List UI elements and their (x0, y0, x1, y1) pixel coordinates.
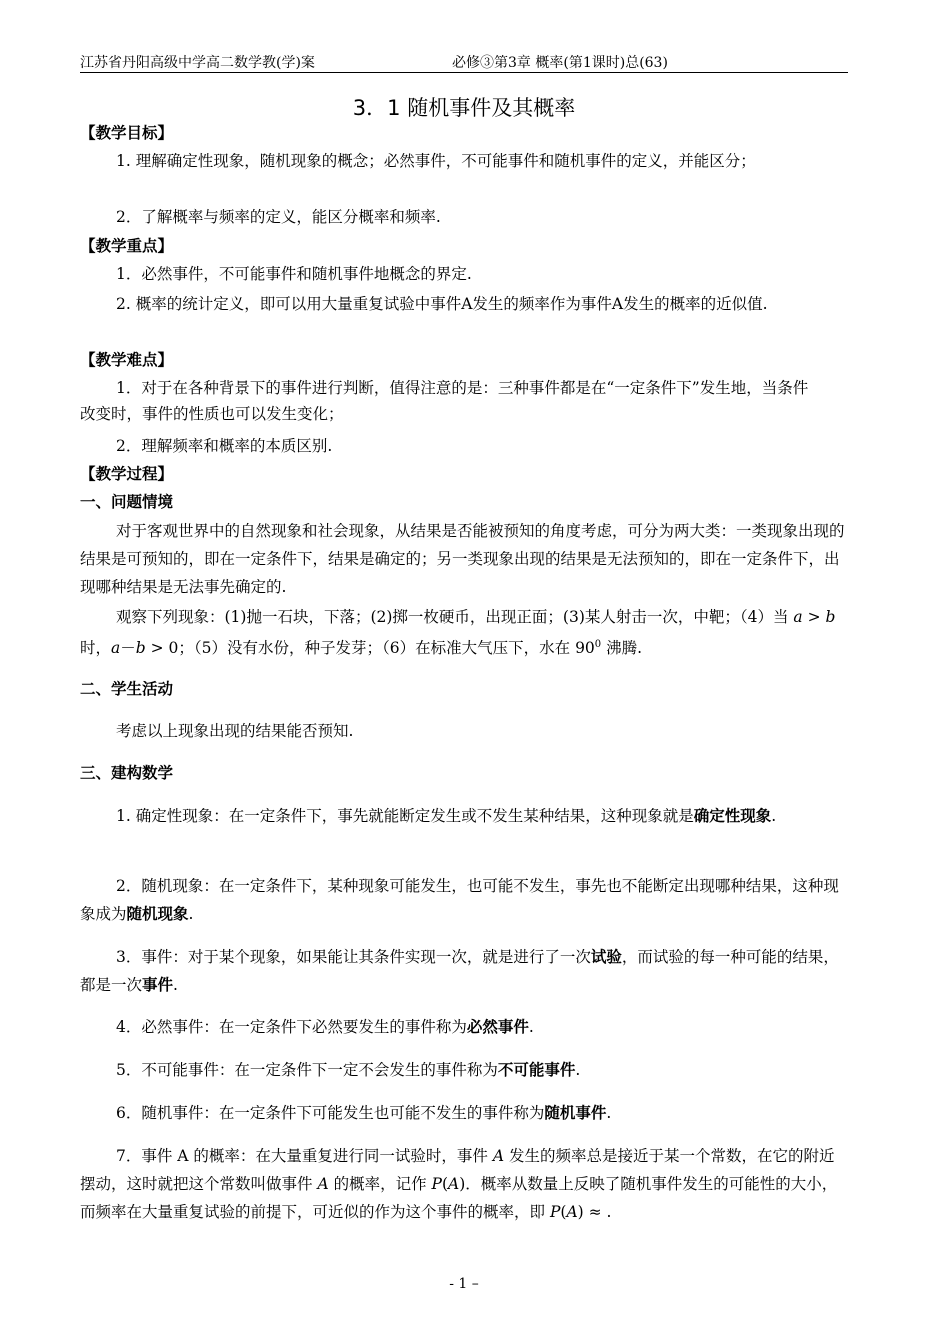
definition-7: 7．事件 A 的概率：在大量重复进行同一试验时，事件 A 发生的频率总是接近于某一个常数，在它的附近摆动，这时就把这个常数叫做事件 A 的概率，记作 P(A)．概率从数量上反映了随机事件发生的可能性的大小，而频率在大量重复试验的前提下，可近似的作为这个事件的概率，即 P(A) ≈ . (80, 1147, 838, 1221)
header-left: 江苏省丹阳高级中学高二数学教(学)案 (80, 55, 315, 71)
definition-3: 3．事件：对于某个现象，如果能让其条件实现一次，就是进行了一次试验，而试验的每一种可能的结果，都是一次事件. (80, 948, 839, 994)
definition-1: 1. 确定性现象：在一定条件下，事先就能断定发生或不发生某种结果，这种现象就是确定性现象. (116, 807, 777, 825)
process-heading: 【教学过程】 (80, 465, 174, 483)
section-2-paragraph: 考虑以上现象出现的结果能否预知. (116, 722, 354, 740)
section-1-heading: 一、问题情境 (80, 493, 174, 511)
definition-5: 5．不可能事件：在一定条件下一定不会发生的事件称为不可能事件. (116, 1061, 581, 1079)
goals-item-1: 1. 理解确定性现象，随机现象的概念；必然事件，不可能事件和随机事件的定义，并能区分； (116, 152, 756, 170)
key-points-item-2: 2. 概率的统计定义，即可以用大量重复试验中事件A发生的频率作为事件A发生的概率的近似值. (116, 295, 768, 313)
definition-6: 6．随机事件：在一定条件下可能发生也可能不发生的事件称为随机事件. (116, 1104, 612, 1122)
section-1-paragraph-1: 对于客观世界中的自然现象和社会现象，从结果是否能被预知的角度考虑，可分为两大类：一类现象出现的结果是可预知的，即在一定条件下，结果是确定的；另一类现象出现的结果是无法预知的，即在一定条件下，出现哪种结果是无法事先确定的. (80, 522, 845, 596)
key-points-heading: 【教学重点】 (80, 237, 174, 255)
key-points-item-1: 1．必然事件，不可能事件和随机事件地概念的界定. (116, 265, 472, 283)
difficulties-item-1: 1．对于在各种背景下的事件进行判断，值得注意的是：三种事件都是在“一定条件下”发生地，当条件改变时，事件的性质也可以发生变化； (80, 379, 809, 423)
section-3-heading: 三、建构数学 (80, 764, 174, 782)
page-title: 3．1 随机事件及其概率 (352, 96, 576, 120)
page-number: - 1 – (449, 1276, 479, 1292)
goals-heading: 【教学目标】 (80, 124, 174, 142)
page-header (80, 50, 848, 73)
difficulties-item-2: 2．理解频率和概率的本质区别. (116, 437, 333, 455)
goals-item-2: 2．了解概率与频率的定义，能区分概率和频率. (116, 208, 441, 226)
header-right: 必修③第3章 概率(第1课时)总(63) (452, 55, 668, 71)
definition-2: 2．随机现象：在一定条件下，某种现象可能发生，也可能不发生，事先也不能断定出现哪种结果，这种现象成为随机现象. (80, 877, 839, 923)
definition-4: 4．必然事件：在一定条件下必然要发生的事件称为必然事件. (116, 1018, 534, 1036)
difficulties-heading: 【教学难点】 (80, 351, 174, 369)
section-1-paragraph-2: 观察下列现象：(1)抛一石块，下落；(2)掷一枚硬币，出现正面；(3)某人射击一次，中靶；（4）当 a > b 时，a－b > 0；（5）没有水份，种子发芽；（6）在标准大气压下，水在 $90^0$ 沸腾. (80, 608, 836, 658)
section-2-heading: 二、学生活动 (80, 680, 174, 698)
